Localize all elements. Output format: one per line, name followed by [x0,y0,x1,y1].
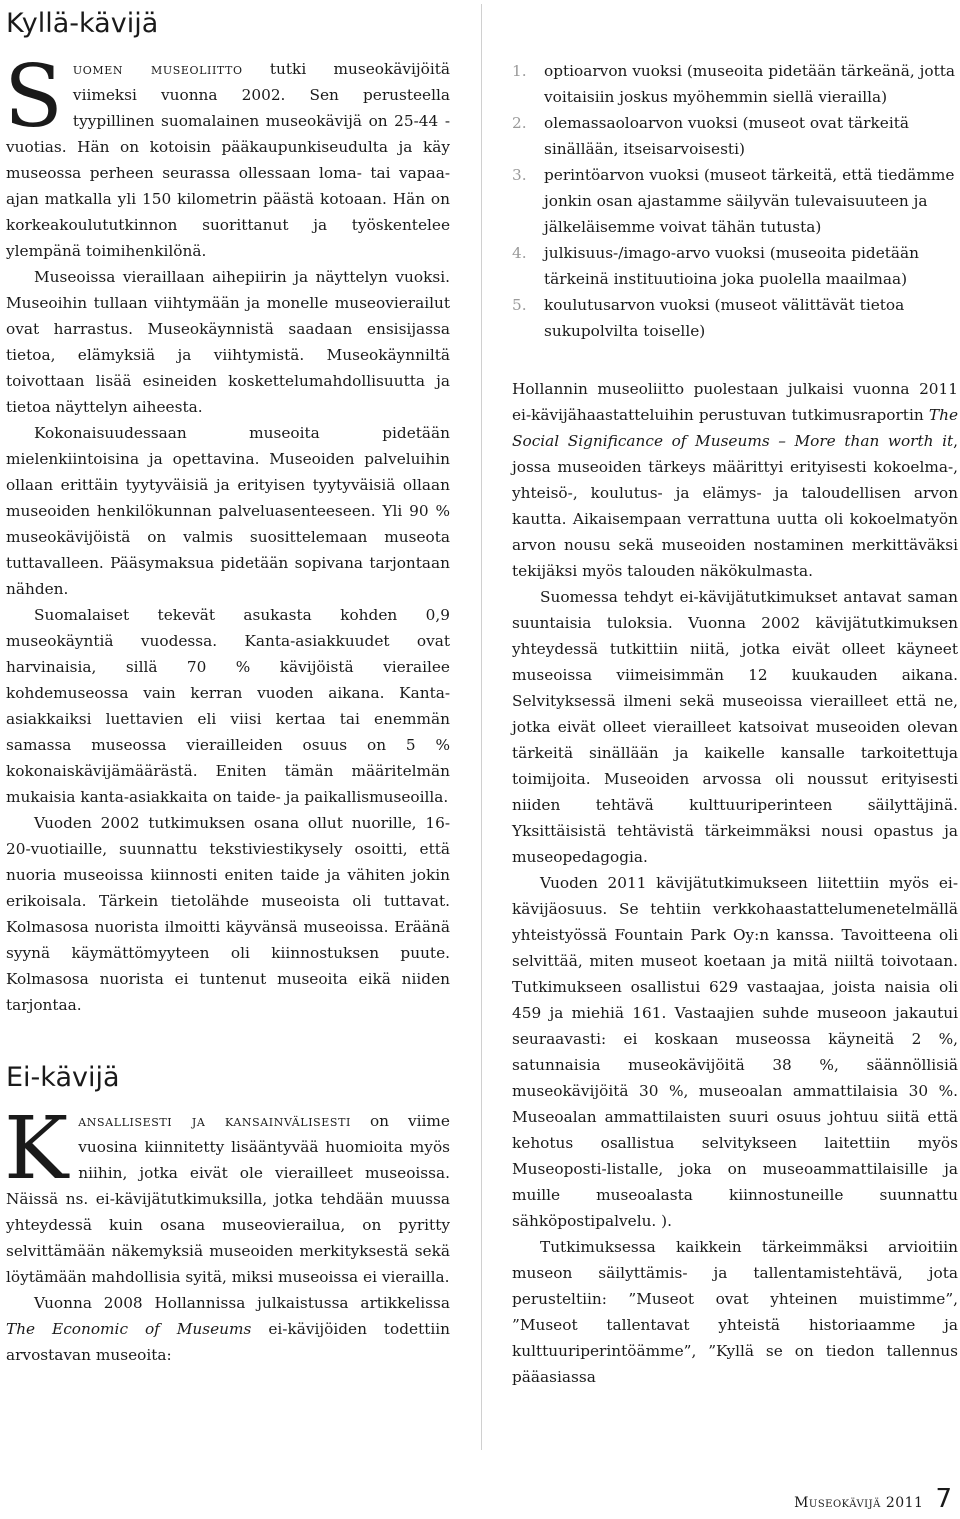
list-text: koulutusarvon vuoksi (museot välittävät tietoa sukupolvilta toiselle) [544,296,905,340]
paragraph [512,376,958,584]
right-column [512,0,958,1390]
intro-text: on viime vuosina kiinnitetty lisääntyvää huomioita myös niihin, jotka eivät ole vierailleet museoissa. Näissä ns. ei-kävijätutkimuksilla, jotka tehdään muussa yhteydessä kuin osana museovierailua, on pyritty selvittämään näkemyksiä museoiden merkityksestä sekä löytämään mahdollisia syitä, miksi museoissa ei vierailla. [6,1112,450,1286]
paragraph: Vuoden 2002 tutkimuksen osana ollut nuorille, 16-20-vuotiaille, suunnattu tekstiviestikysely osoitti, että nuoria museoissa kiinnosti eniten taide ja vähiten jokin erikoisala. Tärkein tietolähde museoista oli tuttavat. Kolmasosa nuorista ilmoitti käyvänsä museoissa. Eräänä syynä käymättömyyteen oli kiinnostuksen puute. Kolmasosa nuorista ei tuntenut museoita eikä niiden tarjontaa. [6,814,450,1014]
section2-intro-paragraph [4,1099,450,1290]
text-run: , jossa museoiden tärkeys määrittyi erityisesti kokoelma-, yhteisö-, koulutus- ja elämys- ja taloudellisen arvon kautta. Aikaisempaan verrattuna uutta oli kokoelmatyön arvon nousu sekä museoiden nostaminen merkittäväksi tekijäksi myös talouden näkökulmasta. [512,432,958,580]
list-number: 1. [512,62,527,80]
list-item [512,240,958,292]
list-text: julkisuus-/imago-arvo vuoksi (museoita pidetään tärkeinä instituutioina joka puolella maailmaa) [544,244,920,288]
list-text: olemassaoloarvon vuoksi (museot ovat tärkeitä sinällään, itseisarvoisesti) [544,114,909,158]
dropcap-k: K [4,1099,69,1199]
paragraph [6,1290,450,1368]
list-item [512,292,958,344]
paragraph: Tutkimuksessa kaikkein tärkeimmäksi arvioitiin museon säilyttämis- ja tallentamistehtävä, jota perusteltiin: ”Museot ovat yhteinen muistimme”, ”Museot tallentavat yhteistä historiaamme ja kulttuuriperintöämme”, ”Kyllä se on tiedon tallennus pääasiassa [512,1238,958,1386]
paragraph: Suomalaiset tekevät asukasta kohden 0,9 museokäyntiä vuodessa. Kanta-asiakkuudet ovat harvinaisia, sillä 70 % kävijöistä vierailee kohdemuseossa vain kerran vuoden aikana. Kanta-asiakkaiksi luettavien eli viisi kertaa tai enemmän samassa museossa vierailleiden osuus on 5 % kokonaiskävijämäärästä. Eniten tämän määritelmän mukaisia kanta-asiakkaita on taide- ja paikallismuseoilla. [6,606,450,806]
list-item [512,162,958,240]
publication-name: Museokävijä 2011 [794,1495,924,1511]
paragraph: Vuoden 2011 kävijätutkimukseen liitettiin myös ei-kävijäosuus. Se tehtiin verkkohaastattelumenetelmällä yhteistyössä Fountain Park Oy:n kanssa. Tavoitteena oli selvittää, miten museot koetaan ja mitä niiltä toivotaan. Tutkimukseen osallistui 629 vastaajaa, joista naisia oli 459 ja miehiä 161. Vastaajien suhde museoon jakautui seuraavasti: ei koskaan museossa käyneitä 2 %, satunnaisia museokävijöitä 38 %, säännöllisiä museokävijöitä 30 %, museoalan ammattilaisia 30 %. Museoalan ammattilaisten suuri osuus johtuu siitä että kehotus osallistua selvitykseen laitettiin myös Museoposti-listalle, joka on museoammattilaisille ja muille museoalasta kiinnostuneille suunnattu sähköpostipalvelu. ). [512,874,958,1230]
page-footer [794,1484,952,1514]
heading-kylla-kavija: Kyllä-kävijä [6,8,159,39]
list-text: optioarvon vuoksi (museoita pidetään tärkeänä, jotta voitaisiin joskus myöhemmin siellä vierailla) [544,62,955,106]
list-number: 4. [512,244,527,262]
lead-in-text: ansallisesti ja kansainvälisesti [78,1112,351,1130]
paragraph: Suomessa tehdyt ei-kävijätutkimukset antavat saman suuntaisia tuloksia. Vuonna 2002 kävijätutkimuksen yhteydessä tutkittiin niitä, jotka eivät olleet käyneet museoissa viimeisimmän 12 kuukauden aikana. Selvityksessä ilmeni sekä museoissa vierailleet että ne, jotka eivät olleet vierailleet katsoivat museoiden olevan tärkeitä sinällään ja kaikelle kansalle tarkoitettuja toimijoita. Museoiden arvossa oli noussut erityisesti niiden tehtävä kulttuuriperinteen säilyttäjinä. Yksittäisistä tehtävistä tärkeimmäksi nousi opastus ja museopedagogia. [512,588,958,866]
report-title: The Social Significance of Museums – More than worth it [512,406,958,450]
list-number: 2. [512,114,527,132]
list-number: 3. [512,166,527,184]
column-divider [481,4,482,1450]
paragraph: Kokonaisuudessaan museoita pidetään mielenkiintoisina ja opettavina. Museoiden palveluihin ollaan erittäin tyytyväisiä ja erityisen tyytyväisiä ollaan museoiden henkilökunnan palveluasenteeseen. Yli 90 % museokävijöistä on valmis suosittelemaan museota tuttavalleen. Pääsymaksua pidetään sopivana tarjontaan nähden. [6,424,450,598]
heading-ei-kavija: Ei-kävijä [6,1062,120,1093]
list-item [512,58,958,110]
intro-text: tutki museokävijöitä viimeksi vuonna 2002. Sen perusteella tyypillinen suomalainen museokävijä on 25-44 -vuotias. Hän on kotoisin pääkaupunkiseudulta ja käy museossa perheen seurassa ollessaan loma- tai vapaa-ajan matkalla yli 150 kilometrin päästä kotoaan. Hän on korkeakoulututkinnon suorittanut ja työskentelee ylempänä toimihenkilönä. [6,60,450,260]
article-title: The Economic of Museums [6,1320,252,1338]
page-number: 7 [935,1484,952,1514]
dropcap-s: S [4,47,63,147]
text-run: Hollannin museoliitto puolestaan julkaisi vuonna 2011 ei-kävijähaastatteluihin perustuvan tutkimusraportin [512,380,958,424]
left-column [6,0,450,1368]
list-text: perintöarvon vuoksi (museot tärkeitä, että tiedämme jonkin osan ajastamme säilyvän tulevaisuuteen ja jälkeläisemme voivat tähän tutusta) [544,166,955,236]
value-list [512,58,958,344]
list-item [512,110,958,162]
section1-intro-paragraph [4,47,450,264]
list-number: 5. [512,296,527,314]
lead-in-text: uomen museoliitto [72,60,243,78]
text-run: Vuonna 2008 Hollannissa julkaistussa artikkelissa [34,1294,450,1312]
paragraph: Museoissa vieraillaan aihepiirin ja näyttelyn vuoksi. Museoihin tullaan viihtymään ja monelle museovierailut ovat harrastus. Museokäynnistä saadaan ensisijassa tietoa, elämyksiä ja viihtymistä. Museokäynniltä toivottaan lisää esineiden koskettelumahdollisuutta ja tietoa näyttelyn aiheesta. [6,268,450,416]
text-run: ei-kävijöiden todettiin arvostavan museoita: [6,1320,450,1364]
